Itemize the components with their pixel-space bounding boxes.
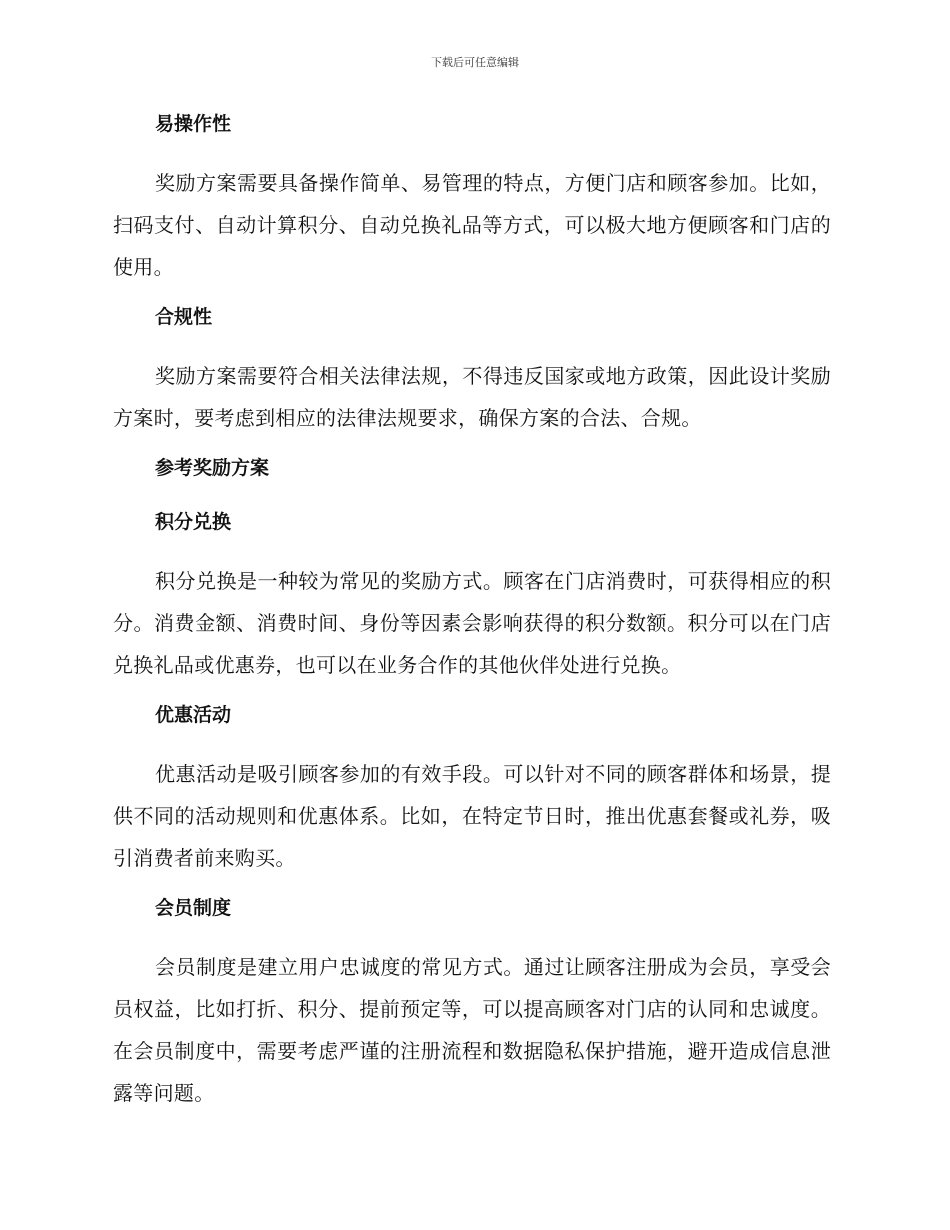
section-paragraph-points-exchange: 积分兑换是一种较为常见的奖励方式。顾客在门店消费时，可获得相应的积分。消费金额、消费时间、身份等因素会影响获得的积分数额。积分可以在门店兑换礼品或优惠券，也可以在业务合作的其他伙伴处进行兑换。 [113,569,831,677]
section-paragraph-compliance: 奖励方案需要符合相关法律法规，不得违反国家或地方政策，因此设计奖励方案时，要考虑到相应的法律法规要求，确保方案的合法、合规。 [113,364,831,430]
section-heading-compliance: 合规性 [155,306,213,328]
section-paragraph-promotions: 优惠活动是吸引顾客参加的有效手段。可以针对不同的顾客群体和场景，提供不同的活动规则和优惠体系。比如，在特定节日时，推出优惠套餐或礼券，吸引消费者前来购买。 [113,762,831,870]
section-heading-membership: 会员制度 [155,897,232,919]
section-heading-ease-of-operation: 易操作性 [155,113,232,135]
section-paragraph-ease-of-operation: 奖励方案需要具备操作简单、易管理的特点，方便门店和顾客参加。比如，扫码支付、自动计算积分、自动兑换礼品等方式，可以极大地方便顾客和门店的使用。 [113,171,831,279]
page-header: 下载后可任意编辑 [431,56,519,69]
document-body [113,108,831,1127]
section-heading-points-exchange: 积分兑换 [155,511,232,533]
section-heading-promotions: 优惠活动 [155,704,232,726]
section-heading-reference-plans: 参考奖励方案 [155,457,270,479]
section-paragraph-membership: 会员制度是建立用户忠诚度的常见方式。通过让顾客注册成为会员，享受会员权益，比如打折、积分、提前预定等，可以提高顾客对门店的认同和忠诚度。在会员制度中，需要考虑严谨的注册流程和数据隐私保护措施，避开造成信息泄露等问题。 [113,955,831,1105]
